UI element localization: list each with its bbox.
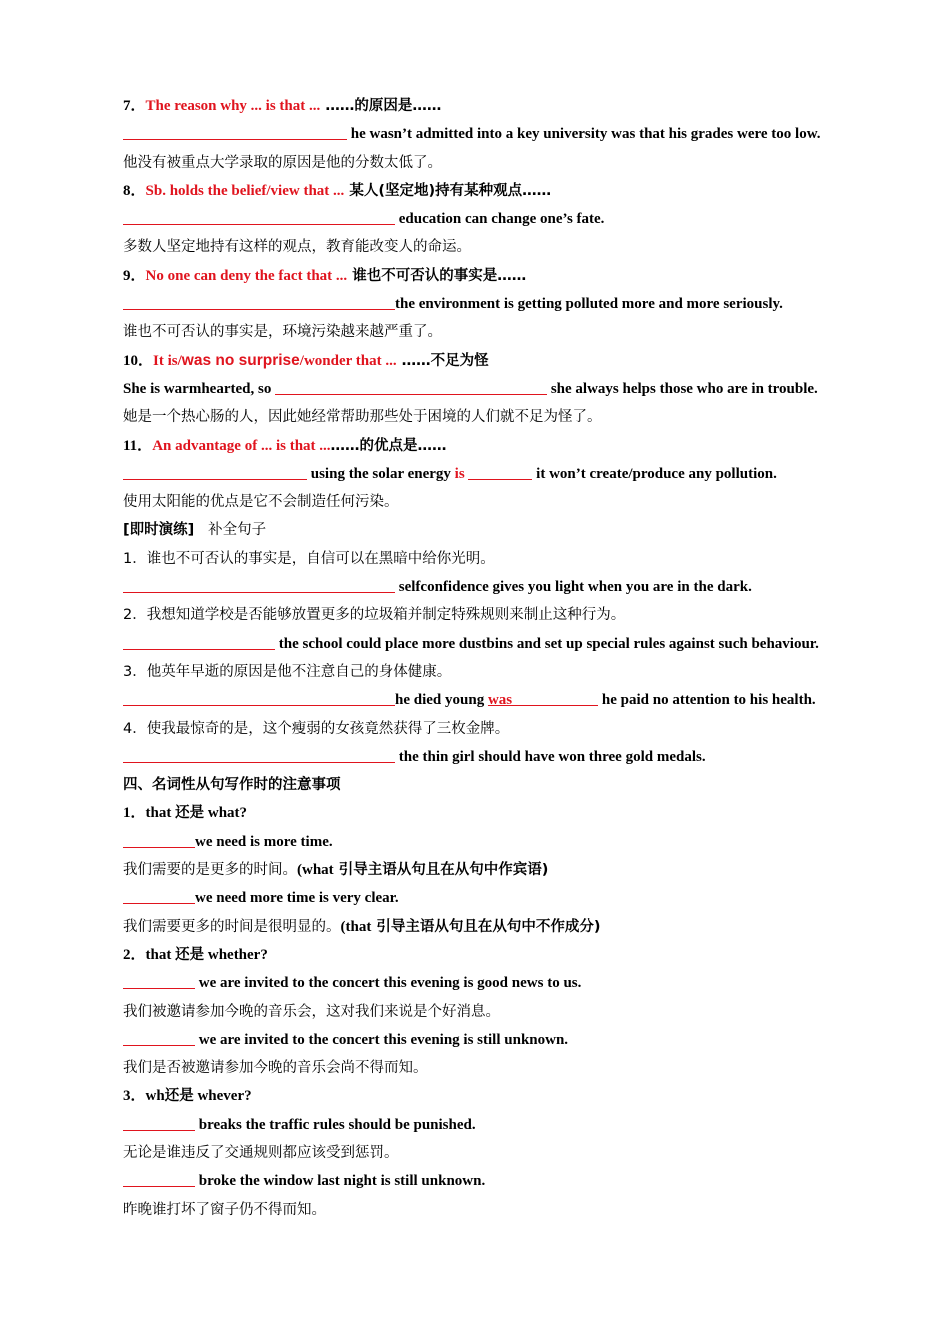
pattern-9-translation: 谁也不可否认的事实是，环境污染越来越严重了。 bbox=[123, 324, 442, 341]
practice-1-answer: selfconfidence gives you light when you are in the dark. bbox=[123, 573, 883, 601]
answer-blank[interactable] bbox=[123, 1169, 195, 1187]
pattern-9-example: the environment is getting polluted more and more seriously. bbox=[123, 290, 883, 318]
answer-blank[interactable] bbox=[123, 575, 395, 593]
pattern-7-translation: 他没有被重点大学录取的原因是他的分数太低了。 bbox=[123, 154, 442, 171]
pattern-8-translation: 多数人坚定地持有这样的观点，教育能改变人的命运。 bbox=[123, 239, 471, 256]
pattern-11-example: using the solar energy is it won’t create/produce any pollution. bbox=[123, 460, 883, 488]
answer-blank[interactable] bbox=[512, 688, 598, 706]
pattern-8-example: education can change one’s fate. bbox=[123, 205, 883, 233]
group-2-translation-2: 我们是否被邀请参加今晚的音乐会尚不得而知。 bbox=[123, 1060, 428, 1077]
group-3-example-2: broke the window last night is still unknown. bbox=[123, 1167, 883, 1195]
pattern-11-translation: 使用太阳能的优点是它不会制造任何污染。 bbox=[123, 494, 399, 511]
group-1-example-2: we need more time is very clear. bbox=[123, 884, 883, 912]
answer-blank[interactable] bbox=[123, 632, 275, 650]
practice-1-prompt: 1．谁也不可否认的事实是，自信可以在黑暗中给你光明。 bbox=[123, 550, 495, 567]
answer-blank[interactable] bbox=[123, 207, 395, 225]
group-1-example-1: we need is more time. bbox=[123, 828, 883, 856]
answer-blank[interactable] bbox=[123, 462, 307, 480]
answer-blank[interactable] bbox=[123, 1028, 195, 1046]
practice-4-prompt: 4．使我最惊奇的是，这个瘦弱的女孩竟然获得了三枚金牌。 bbox=[123, 720, 510, 737]
practice-2-prompt: 2．我想知道学校是否能够放置更多的垃圾箱并制定特殊规则来制止这种行为。 bbox=[123, 607, 626, 624]
group-2-example-2: we are invited to the concert this evening is still unknown. bbox=[123, 1026, 883, 1054]
answer-blank[interactable] bbox=[468, 462, 532, 480]
practice-3-prompt: 3．他英年早逝的原因是他不注意自己的身体健康。 bbox=[123, 663, 452, 680]
pattern-8-heading: 8．Sb. holds the belief/view that ... 某人(坚定地)持有某种观点…… bbox=[123, 182, 552, 199]
group-2-translation-1: 我们被邀请参加今晚的音乐会，这对我们来说是个好消息。 bbox=[123, 1003, 500, 1020]
group-2-title: 2．that 还是 whether? bbox=[123, 946, 268, 963]
group-3-translation-2: 昨晚谁打坏了窗子仍不得而知。 bbox=[123, 1201, 326, 1218]
pattern-7-example: he wasn’t admitted into a key university was that his grades were too low. bbox=[123, 120, 883, 148]
group-3-translation-1: 无论是谁违反了交通规则都应该受到惩罚。 bbox=[123, 1144, 399, 1161]
group-1-translation-2: 我们需要更多的时间是很明显的。(that 引导主语从句且在从句中不作成分) bbox=[123, 918, 601, 935]
pattern-7-heading: 7．The reason why ... is that ... ……的原因是…… bbox=[123, 98, 442, 114]
pattern-11-heading: 11．An advantage of ... is that ...……的优点是…… bbox=[123, 437, 447, 454]
group-3-title: 3．wh还是 whever? bbox=[123, 1088, 252, 1105]
pattern-10-translation: 她是一个热心肠的人，因此她经常帮助那些处于困境的人们就不足为怪了。 bbox=[123, 409, 602, 426]
group-3-example-1: breaks the traffic rules should be punished. bbox=[123, 1111, 883, 1139]
answer-blank[interactable] bbox=[123, 886, 195, 904]
practice-3-answer: he died young was he paid no attention to his health. bbox=[123, 686, 883, 714]
section-4-heading: 四、名词性从句写作时的注意事项 bbox=[123, 777, 341, 794]
answer-blank[interactable] bbox=[123, 292, 395, 310]
answer-blank[interactable] bbox=[123, 1113, 195, 1131]
answer-blank[interactable] bbox=[123, 971, 195, 989]
answer-blank[interactable] bbox=[123, 745, 395, 763]
answer-blank[interactable] bbox=[123, 122, 347, 140]
group-1-title: 1．that 还是 what? bbox=[123, 805, 248, 822]
answer-blank[interactable] bbox=[123, 830, 195, 848]
pattern-10-example: She is warmhearted, so she always helps those who are in trouble. bbox=[123, 375, 883, 403]
group-1-translation-1: 我们需要的是更多的时间。(what 引导主语从句且在从句中作宾语) bbox=[123, 862, 549, 879]
group-2-example-1: we are invited to the concert this evening is good news to us. bbox=[123, 969, 883, 997]
practice-heading: [即时演练] 补全句子 bbox=[123, 522, 267, 539]
pattern-10-heading: 10．It is/was no surprise/wonder that ... ……不足为怪 bbox=[123, 351, 489, 369]
practice-2-answer: the school could place more dustbins and set up special rules against such behaviour. bbox=[123, 630, 883, 658]
document-page bbox=[123, 92, 883, 1224]
pattern-9-heading: 9．No one can deny the fact that ... 谁也不可否认的事实是…… bbox=[123, 267, 527, 284]
answer-blank[interactable] bbox=[275, 377, 547, 395]
answer-blank[interactable] bbox=[123, 688, 395, 706]
practice-4-answer: the thin girl should have won three gold medals. bbox=[123, 743, 883, 771]
